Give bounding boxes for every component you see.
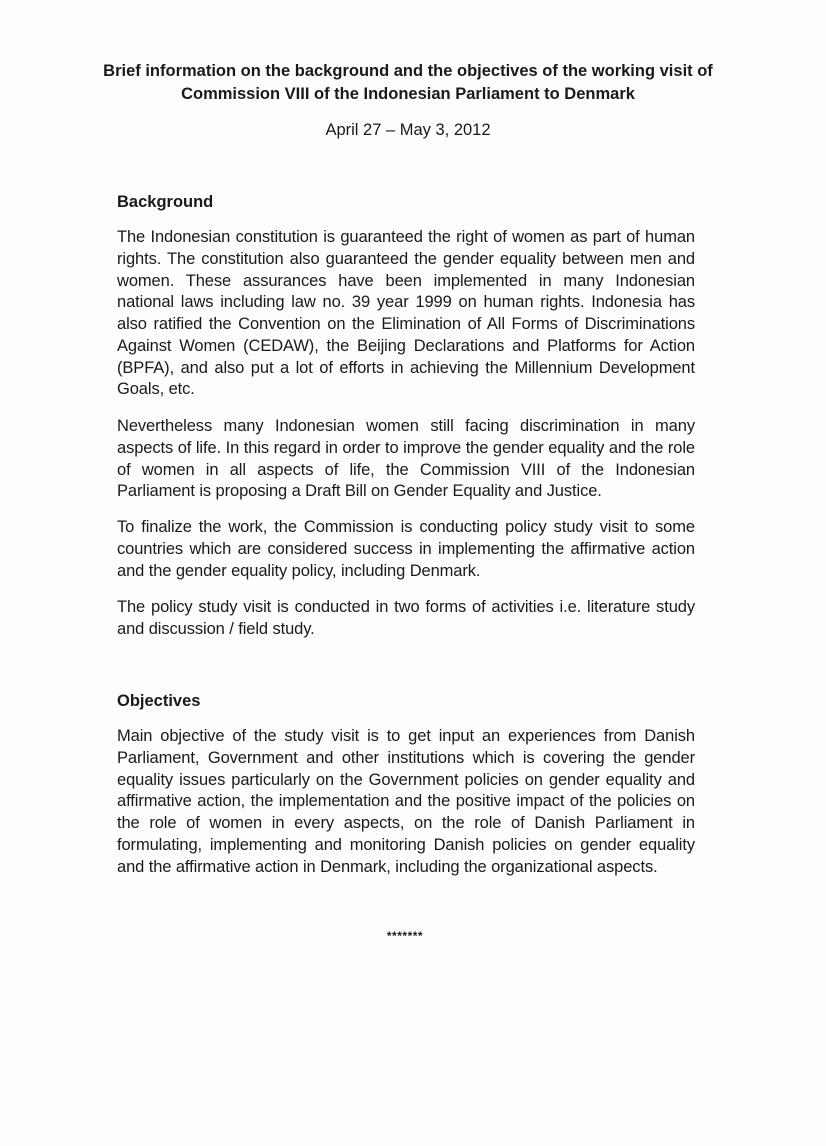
background-heading: Background (117, 193, 214, 211)
document-title: Brief information on the background and the objectives of the working visit of Commission VIII of the Indonesian Parliament to Denmark (103, 62, 713, 103)
background-paragraph-1: The Indonesian constitution is guaranteed the right of women as part of human rights. The constitution also guaranteed the gender equality between men and women. These assurances have been implemented in many Indonesian national laws including law no. 39 year 1999 on human rights. Indonesia has also ratified the Convention on the Elimination of All Forms of Discriminations Against Women (CEDAW), the Beijing Declarations and Platforms for Action (BPFA), and also put a lot of efforts in achieving the Millennium Development Goals, etc. (117, 228, 695, 399)
objectives-heading: Objectives (117, 692, 201, 710)
objectives-paragraph-1: Main objective of the study visit is to get input an experiences from Danish Parliament, Government and other institutions which is covering the gender equality issues particularly on the Government policies on gender equality and affirmative action, the implementation and the positive impact of the policies on the role of women in every aspects, on the role of Danish Parliament in formulating, implementing and monitoring Danish policies on gender equality and the affirmative action in Denmark, including the organizational aspects. (117, 727, 695, 876)
document-date: April 27 – May 3, 2012 (325, 121, 491, 139)
end-mark: ******* (386, 929, 424, 943)
background-paragraph-4: The policy study visit is conducted in two forms of activities i.e. literature study and discussion / field study. (117, 598, 695, 638)
background-paragraph-2: Nevertheless many Indonesian women still facing discrimination in many aspects of life. In this regard in order to improve the gender equality and the role of women in all aspects of life, the Commission VIII of the Indonesian Parliament is proposing a Draft Bill on Gender Equality and Justice. (117, 417, 695, 501)
background-paragraph-3: To finalize the work, the Commission is conducting policy study visit to some countries which are considered success in implementing the affirmative action and the gender equality policy, including Denmark. (117, 518, 695, 580)
